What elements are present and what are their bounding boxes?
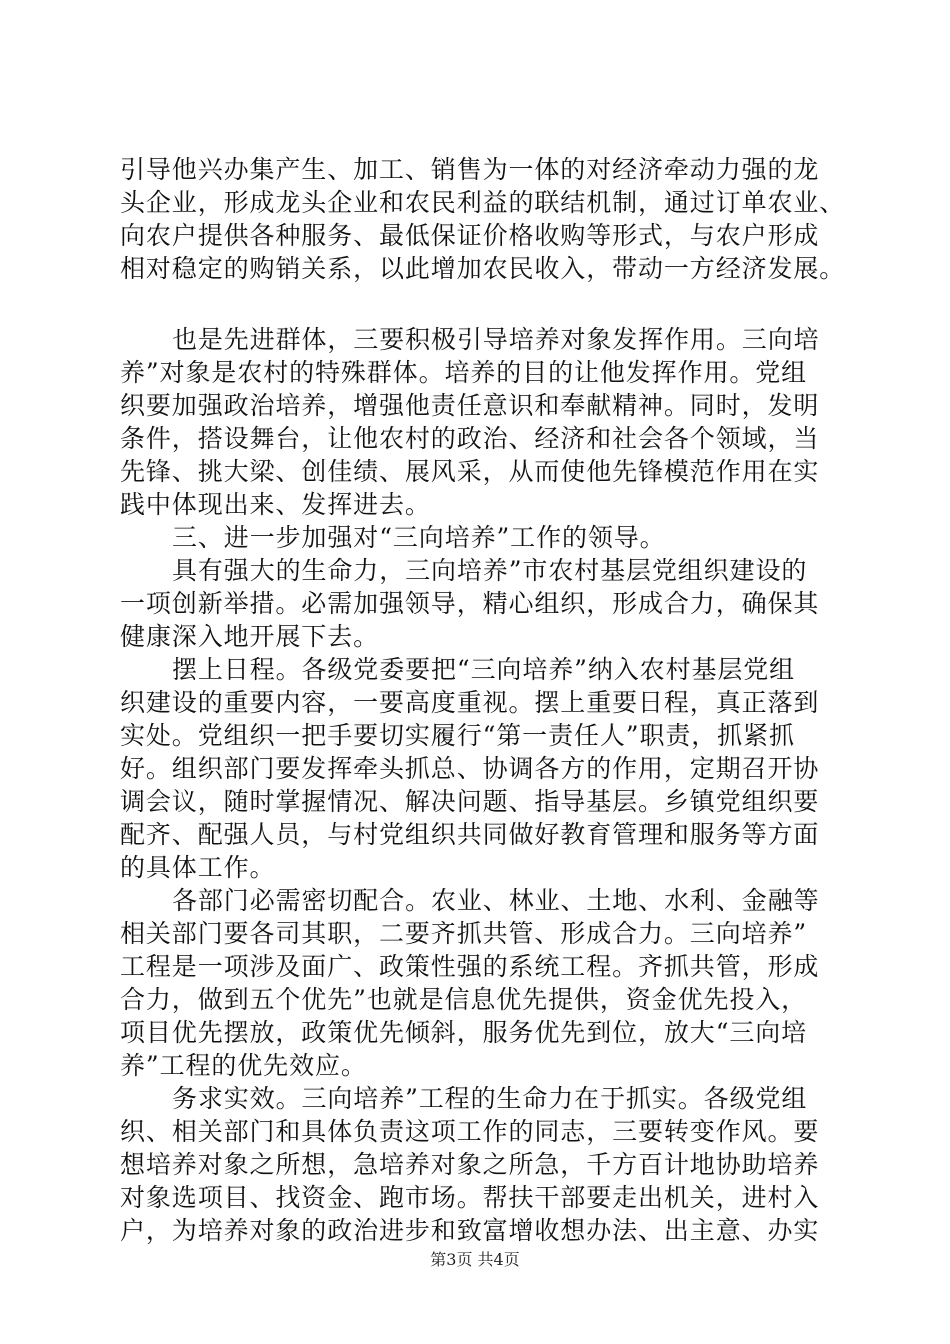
text-line: 的具体工作。 (120, 853, 276, 882)
text-block-2 (120, 323, 840, 1247)
text-line: 相关部门要各司其职，二要齐抓共管、形成合力。三向培养” (120, 919, 808, 948)
text-line: 想培养对象之所想，急培养对象之所急，千方百计地协助培养 (120, 1150, 820, 1179)
text-line: 健康深入地开展下去。 (120, 622, 380, 651)
text-line: 工程是一项涉及面广、政策性强的系统工程。齐抓共管，形成 (120, 952, 820, 981)
text-line: 头企业，形成龙头企业和农民利益的联结机制，通过订单农业、 (120, 188, 846, 217)
text-line: 调会议，随时掌握情况、解决问题、指导基层。乡镇党组织要 (120, 787, 820, 816)
text-line: 项目优先摆放，政策优先倾斜，服务优先到位，放大“三向培 (120, 1018, 808, 1047)
text-line: 织建设的重要内容，一要高度重视。摆上重要日程，真正落到 (120, 688, 820, 717)
text-line: 户，为培养对象的政治进步和致富增收想办法、出主意、办实 (120, 1216, 820, 1245)
text-line: 先锋、挑大梁、创佳绩、展风采，从而使他先锋模范作用在实 (120, 457, 820, 486)
text-line: 条件，搭设舞台，让他农村的政治、经济和社会各个领域，当 (120, 424, 820, 453)
text-line: 配齐、配强人员，与村党组织共同做好教育管理和服务等方面 (120, 820, 820, 849)
text-line: 相对稳定的购销关系，以此增加农民收入，带动一方经济发展。 (120, 254, 846, 283)
text-line: 引导他兴办集产生、加工、销售为一体的对经济牵动力强的龙 (120, 155, 820, 184)
paragraph-first-line: 摆上日程。各级党委要把“三向培养”纳入农村基层党组 (172, 655, 796, 684)
text-line: 养”工程的优先效应。 (120, 1051, 367, 1080)
page-footer: 第3页 共4页 (430, 1250, 520, 1269)
text-line: 一项创新举措。必需加强领导，精心组织，形成合力，确保其 (120, 589, 820, 618)
text-line: 养”对象是农村的特殊群体。培养的目的让他发挥作用。党组 (120, 358, 808, 387)
text-line: 织要加强政治培养，增强他责任意识和奉献精神。同时，发明 (120, 391, 820, 420)
text-line: 向农户提供各种服务、最低保证价格收购等形式，与农户形成 (120, 221, 820, 250)
text-line: 织、相关部门和具体负责这项工作的同志，三要转变作风。要 (120, 1117, 820, 1146)
text-block-1 (120, 153, 846, 285)
paragraph-first-line: 也是先进群体，三要积极引导培养对象发挥作用。三向培 (172, 325, 820, 354)
text-line: 好。组织部门要发挥牵头抓总、协调各方的作用，定期召开协 (120, 754, 820, 783)
text-line: 对象选项目、找资金、跑市场。帮扶干部要走出机关，进村入 (120, 1183, 820, 1212)
text-line: 实处。党组织一把手要切实履行“第一责任人”职责，抓紧抓 (120, 721, 795, 750)
section-heading: 三、进一步加强对“三向培养”工作的领导。 (172, 523, 666, 552)
paragraph-first-line: 各部门必需密切配合。农业、林业、土地、水利、金融等 (172, 886, 820, 915)
paragraph-first-line: 具有强大的生命力，三向培养”市农村基层党组织建设的 (172, 556, 808, 585)
text-line: 践中体现出来、发挥进去。 (120, 490, 431, 519)
paragraph-first-line: 务求实效。三向培养”工程的生命力在于抓实。各级党组 (172, 1084, 808, 1113)
text-line: 合力，做到五个优先”也就是信息优先提供，资金优先投入， (120, 985, 808, 1014)
